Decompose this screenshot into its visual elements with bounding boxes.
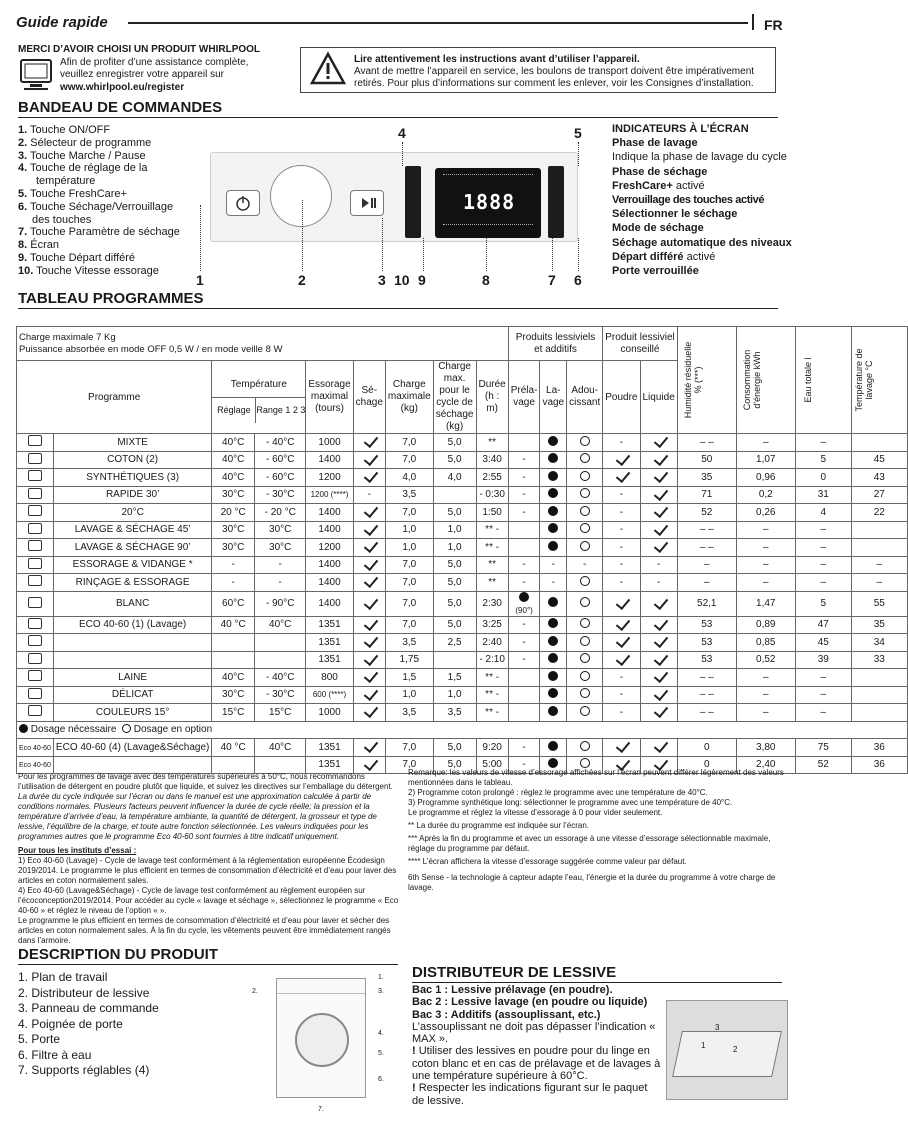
dosage-dot [548,488,558,498]
check-mark [364,686,378,701]
product-item: 3. Panneau de commande [18,1001,159,1015]
check-mark [653,451,667,466]
product-item: 2. Distributeur de lessive [18,985,150,1000]
eco-icon: Eco 40-60 [19,762,51,770]
eco-icon: Eco 40-60 [19,744,51,752]
check-mark [653,594,667,609]
program-table-title: TABLEAU PROGRAMMES [18,290,204,307]
dosage-ring [580,471,590,481]
header-rule [128,22,748,24]
dosage-ring [580,636,590,646]
power-icon [227,191,259,215]
check-mark [653,686,667,701]
dosage-dot [548,758,558,768]
program-icon [28,540,42,551]
warning-text [354,54,774,90]
water-header: Eau totale l [795,327,851,434]
leader-line [302,200,303,271]
dosage-dot [548,541,558,551]
callout-4: 4 [398,125,406,141]
distributor-title: DISTRIBUTEUR DE LESSIVE [412,964,617,981]
check-mark [653,651,667,666]
table-row: Eco 40-60 1351 7,0 5,0 5:00 - 0 2,40 52 36 [17,756,908,774]
callout-3: 3 [378,272,386,288]
dosage-dot [548,671,558,681]
table-row: MIXTE 40°C - 40°C 1000 7,0 5,0 ** - – – – – [17,434,908,452]
computer-icon [18,58,54,92]
callout-7: 7 [548,272,556,288]
product-item: 1. Plan de travail [18,970,108,984]
table-row: Eco 40-60 ECO 40-60 (4) (Lavage&Séchage) 40 °C 40°C 1351 7,0 5,0 9:20 - 0 3,80 75 36 [17,739,908,757]
check-mark [364,556,378,571]
table-row: 1351 1,75 - 2:10 - 53 0,52 39 33 [17,651,908,669]
control-item: 3. Touche Marche / Pause [18,149,146,162]
check-mark [616,594,630,609]
check-mark [653,668,667,683]
product-item: 6. Filtre à eau [18,1047,92,1062]
control-item: 9. Touche Départ différé [18,251,136,264]
leader-line [402,142,403,166]
language-code: FR [764,17,783,33]
humidity-header: Humidité résiduelle % (***) [677,327,736,434]
energy-header: Consommation d'énergie kWh [736,327,795,434]
program-icon [28,575,42,586]
indicator-item: Départ différé activé [612,250,716,263]
callout: 3. [378,988,384,995]
leader-line [423,238,424,271]
table-row: COTON (2) 40°C - 60°C 1400 7,0 5,0 3:40 - 50 1,07 5 45 [17,451,908,469]
control-item: des touches [32,213,92,226]
callout-5: 5 [574,125,582,141]
duration-header: Durée (h : m) [476,361,508,434]
callout-9: 9 [418,272,426,288]
program-icon [28,670,42,681]
control-item: 10. Touche Vitesse essorage [18,264,159,277]
check-mark [653,433,667,448]
check-mark [364,521,378,536]
leader-line [200,205,201,271]
dosage-dot [548,653,558,663]
program-icon [28,618,42,629]
indicator-item: Séchage automatique des niveaux [612,236,792,249]
callout-2: 2 [298,272,306,288]
table-row: RINÇAGE & ESSORAGE - - 1400 7,0 5,0 ** - - - - – – – – [17,574,908,592]
callout-1: 1 [196,272,204,288]
control-item: 4. Touche de réglage de la [18,162,148,175]
dosage-ring [580,741,590,751]
program-icon [28,488,42,499]
control-item: 6. Touche Séchage/Verrouillage [18,200,174,213]
dosage-dot [548,436,558,446]
dosage-dot [548,741,558,751]
check-mark [653,538,667,553]
table-row: LAVAGE & SÉCHAGE 45’ 30°C 30°C 1400 1,0 1,0 ** - - – – – – [17,521,908,539]
indicator-item: Verrouillage des touches activé [612,194,765,207]
dosage-dot [548,506,558,516]
leader-line [578,142,579,166]
check-mark [364,503,378,518]
display-icon-row [443,174,533,180]
product-list [18,970,238,1079]
softener-header: Adou-cissant [567,361,603,434]
dosage-ring [580,541,590,551]
prewash-header: Préla-vage [508,361,540,434]
display-screen [435,168,541,238]
program-selector-knob[interactable] [270,165,332,227]
distributor-rule [412,982,782,983]
dosage-dot [548,597,558,607]
play-pause-icon [351,191,383,215]
header-rule-tick [752,14,754,30]
check-mark [616,616,630,631]
dosage-ring [580,671,590,681]
liquid-header: Liquide [640,361,677,434]
dosage-ring [580,653,590,663]
product-item: 5. Porte [18,1032,61,1046]
program-icon [28,558,42,569]
leader-line [486,238,487,271]
register-link[interactable]: www.whirlpool.eu/register [60,81,185,93]
leader-line [578,238,579,271]
dosage-dot [548,706,558,716]
load-header: Charge maximale (kg) [385,361,433,434]
check-mark [364,703,378,718]
control-panel-rule [18,117,778,118]
spin-header: Essorage maximal (tours) [306,361,353,434]
program-icon [28,653,42,664]
dry-header: Sé-chage [353,361,385,434]
program-icon [28,635,42,646]
dosage-ring [580,453,590,463]
check-mark [364,433,378,448]
check-mark [616,738,630,753]
program-icon [28,705,42,716]
callout-6: 6 [574,272,582,288]
dry-load-header: Charge max. pour le cycle de séchage (kg) [433,361,476,434]
leader-line [382,218,383,271]
check-mark [364,738,378,753]
callout-10: 10 [394,272,410,288]
control-item: 5. Touche FreshCare+ [18,187,127,200]
program-header: Programme [17,361,212,434]
check-mark [616,633,630,648]
control-list [18,124,198,278]
dosage-legend: Dosage nécessaire Dosage en option [17,721,908,739]
control-item: 8. Écran [18,239,59,252]
on-off-button[interactable] [226,190,260,216]
thanks-title: MERCI D’AVOIR CHOISI UN PRODUIT WHIRLPOOL [18,44,261,55]
dosage-ring [580,488,590,498]
program-icon [28,453,42,464]
check-mark [653,521,667,536]
distributor-text: Bac 1 : Lessive prélavage (en poudre). Bac 2 : Lessive lavage (en poudre ou liquide) Bac 3 : Additifs (assouplissant, etc.) L’assouplissant ne doit pas dépasser l’indication « MAX ». ! Utiliser des lessives en poudre pour du linge en coton blanc et en cas de prélavage et de lavages à une température supérieure à 60°C. ! Respecter les indications figurant sur le paquet de lessive. [412,984,661,1107]
indicator-item: Phase de lavage [612,137,698,150]
thanks-line-2: veuillez enregistrer votre appareil sur [60,69,224,80]
table-row: COULEURS 15° 15°C 15°C 1000 3,5 3,5 ** - - – – – – [17,704,908,722]
dosage-ring [580,576,590,586]
temperature-header: Température Réglage Range 1 2 3 [212,361,306,434]
check-mark [364,538,378,553]
table-row: 20°C 20 °C - 20 °C 1400 7,0 5,0 1:50 - - 52 0,26 4 22 [17,504,908,522]
callout: 1. [378,974,384,981]
dosage-ring [580,506,590,516]
products-header: Produits lessiviels et additifs [508,327,603,361]
indicator-item: FreshCare+ activé [612,179,705,192]
warning-title: Lire attentivement les instructions avant d’utiliser l’appareil. [354,54,640,65]
control-item: température [36,175,96,188]
left-button-column[interactable] [405,166,421,238]
control-item: 1. Touche ON/OFF [18,124,111,136]
check-mark [364,756,378,771]
dosage-ring [580,597,590,607]
warning-triangle-icon [310,51,346,85]
check-mark [653,616,667,631]
program-icon [28,505,42,516]
washer-illustration [276,978,366,1098]
check-mark [364,594,378,609]
indicator-sub: Indique la phase de lavage du cycle [612,151,787,164]
indicators-block [612,122,792,278]
start-pause-button[interactable] [350,190,384,216]
callout: 2. [252,988,258,995]
control-item: 2. Sélecteur de programme [18,136,152,149]
callout-8: 8 [482,272,490,288]
check-mark [364,451,378,466]
indicator-item: Mode de séchage [612,222,704,235]
notes-left: Pour les programmes de lavage avec des températures supérieures à 50°C, nous recommandons l’utilisation de détergent en poudre plutôt que liquide, et suivez les directives sur l’emballage du détergent. La durée du cycle indiquée sur l’écran ou dans le manuel est une approximation calculée à partir de conditions normales. Plusieurs facteurs peuvent influencer la durée de cycle réelle; la pression et la température d’arrivée d’eau, la température ambiante, la quantité de détergent, la grosseur et type de lessive, l’équilibre de la charge, et toute autre fonction sélectionnée. Les valeurs indiquées pour les programmes autres que le programme Eco 40-60 sont fournies à titre indicatif uniquement. Pour tous les instituts d’essai : 1) Eco 40-60 (Lavage) - Cycle de lavage test conformément à la réglementation européenne Écodesign 2019/2014. Le programme le plus efficient en termes de consommation d’électricité et d’eau pour laver des articles en coton normalement sales. 4) Eco 40-60 (Lavage&Séchage) - Cycle de lavage test conformément au règlement européen sur l’écoconception2019/2014. Pour accéder au cycle « lavage et séchage », sélectionnez le programme « Eco 40-60 » et réglez le niveau de l’option « ». Le programme le plus efficient en termes de consommation d’électricité et d’eau pour laver et sécher des articles en coton normalement sales. À la fin du cycle, les vêtements peuvent être immédiatement rangés dans l’armoire. [18,772,399,945]
product-item: 4. Poignée de porte [18,1016,123,1031]
right-button-column[interactable] [548,166,564,238]
dosage-ring [580,688,590,698]
notes-right: Remarque: les valeurs de vitesse d’essorage affichées sur l’écran peuvent différer légèrement des valeurs mentionnées dans le tableau. 2) Programme coton prolongé : réglez le programme avec une température de 40°C. 3) Programme synthétique long: sélectionner le programme avec une température de 40°C. Le programme et réglez la vitesse d’essorage à 0 pour vider seulement. ** La durée du programme est indiquée sur l’écran. *** Après la fin du programme et avec un essorage à une vitesse d’essorage sélectionnable maximale, réglage du programme par défaut. **** L’écran affichera la vitesse d’essorage suggérée comme valeur par défaut. 6th Sense - la technologie à capteur adapte l’eau, l’énergie et la durée du programme à votre charge de lavage. [408,768,784,892]
callout: 5. [378,1050,384,1057]
drawer-illustration: 1 2 3 [666,1000,788,1100]
callout: 7. [318,1106,324,1113]
check-mark [364,668,378,683]
wash-temp-header: Température de lavage °C [851,327,907,434]
table-info: Charge maximale 7 Kg Puissance absorbée en mode OFF 0,5 W / en mode veille 8 W [17,327,509,361]
wash-header: La-vage [540,361,567,434]
check-mark [364,468,378,483]
indicator-item: Porte verrouillée [612,265,699,278]
check-mark [653,503,667,518]
check-mark [653,703,667,718]
control-panel-title: BANDEAU DE COMMANDES [18,99,223,116]
table-row: 1351 3,5 2,5 2:40 - 53 0,85 45 34 [17,634,908,652]
program-icon [28,470,42,481]
program-icon [28,597,42,608]
program-table-rule [18,308,778,309]
dosage-ring [580,706,590,716]
table-row: DÉLICAT 30°C - 30°C 600 (****) 1,0 1,0 ** - - – – – – [17,686,908,704]
detergent-header: Produit lessiviel conseillé [603,327,678,361]
check-mark [364,573,378,588]
display-icon-row [443,224,533,230]
washer-door [295,1013,349,1067]
product-title: DESCRIPTION DU PRODUIT [18,946,219,963]
callout: 4. [378,1030,384,1037]
dosage-dot [519,592,529,602]
table-row: SYNTHÉTIQUES (3) 40°C - 60°C 1200 4,0 4,0 2:55 - 35 0,96 0 43 [17,469,908,487]
dosage-ring [580,436,590,446]
dosage-ring [580,618,590,628]
warning-body: Avant de mettre l’appareil en service, les boulons de transport doivent être impérativement retirés. Pour plus d’informations sur comment les enlever, voir les Consignes d’installation. [354,66,755,89]
check-mark [653,633,667,648]
table-row: ESSORAGE & VIDANGE * - - 1400 7,0 5,0 ** - - - - - – – – – [17,556,908,574]
table-row: RAPIDE 30’ 30°C - 30°C 1200 (****) - 3,5 - 0:30 - - 71 0,2 31 27 [17,486,908,504]
table-row: ECO 40-60 (1) (Lavage) 40 °C 40°C 1351 7,0 5,0 3:25 - 53 0,89 47 35 [17,616,908,634]
product-item: 7. Supports réglables (4) [18,1063,150,1077]
callout: 6. [378,1076,384,1083]
control-item: 7. Touche Paramètre de séchage [18,226,180,239]
program-table [16,326,908,774]
indicator-item: Sélectionner le séchage [612,208,738,221]
program-icon [28,435,42,446]
dosage-dot [548,471,558,481]
table-row: BLANC 60°C - 90°C 1400 7,0 5,0 2:30 (90°) 52,1 1,47 5 55 [17,591,908,616]
check-mark [364,616,378,631]
program-icon [28,523,42,534]
product-rule [18,964,398,965]
check-mark [616,468,630,483]
dosage-dot [548,453,558,463]
thanks-block [18,44,318,94]
thanks-line-1: Afin de profiter d’une assistance complète, [60,56,249,68]
indicators-title: INDICATEURS À L’ÉCRAN [612,123,749,135]
guide-title: Guide rapide [16,14,108,31]
table-row: LAVAGE & SÉCHAGE 90’ 30°C 30°C 1200 1,0 1,0 ** - - – – – – [17,539,908,557]
indicator-item: Phase de séchage [612,165,708,178]
check-mark [653,468,667,483]
check-mark [653,738,667,753]
leader-line [552,238,553,271]
program-icon [28,688,42,699]
table-row: LAINE 40°C - 40°C 800 1,5 1,5 ** - - – – – – [17,669,908,687]
check-mark [616,451,630,466]
display-digits: 1888 [463,190,516,214]
dosage-ring [580,758,590,768]
dosage-dot [548,618,558,628]
dosage-dot [548,636,558,646]
check-mark [364,651,378,666]
check-mark [364,633,378,648]
check-mark [653,486,667,501]
dosage-dot [548,523,558,533]
powder-header: Poudre [603,361,640,434]
dosage-ring [580,523,590,533]
check-mark [616,651,630,666]
dosage-dot [548,688,558,698]
